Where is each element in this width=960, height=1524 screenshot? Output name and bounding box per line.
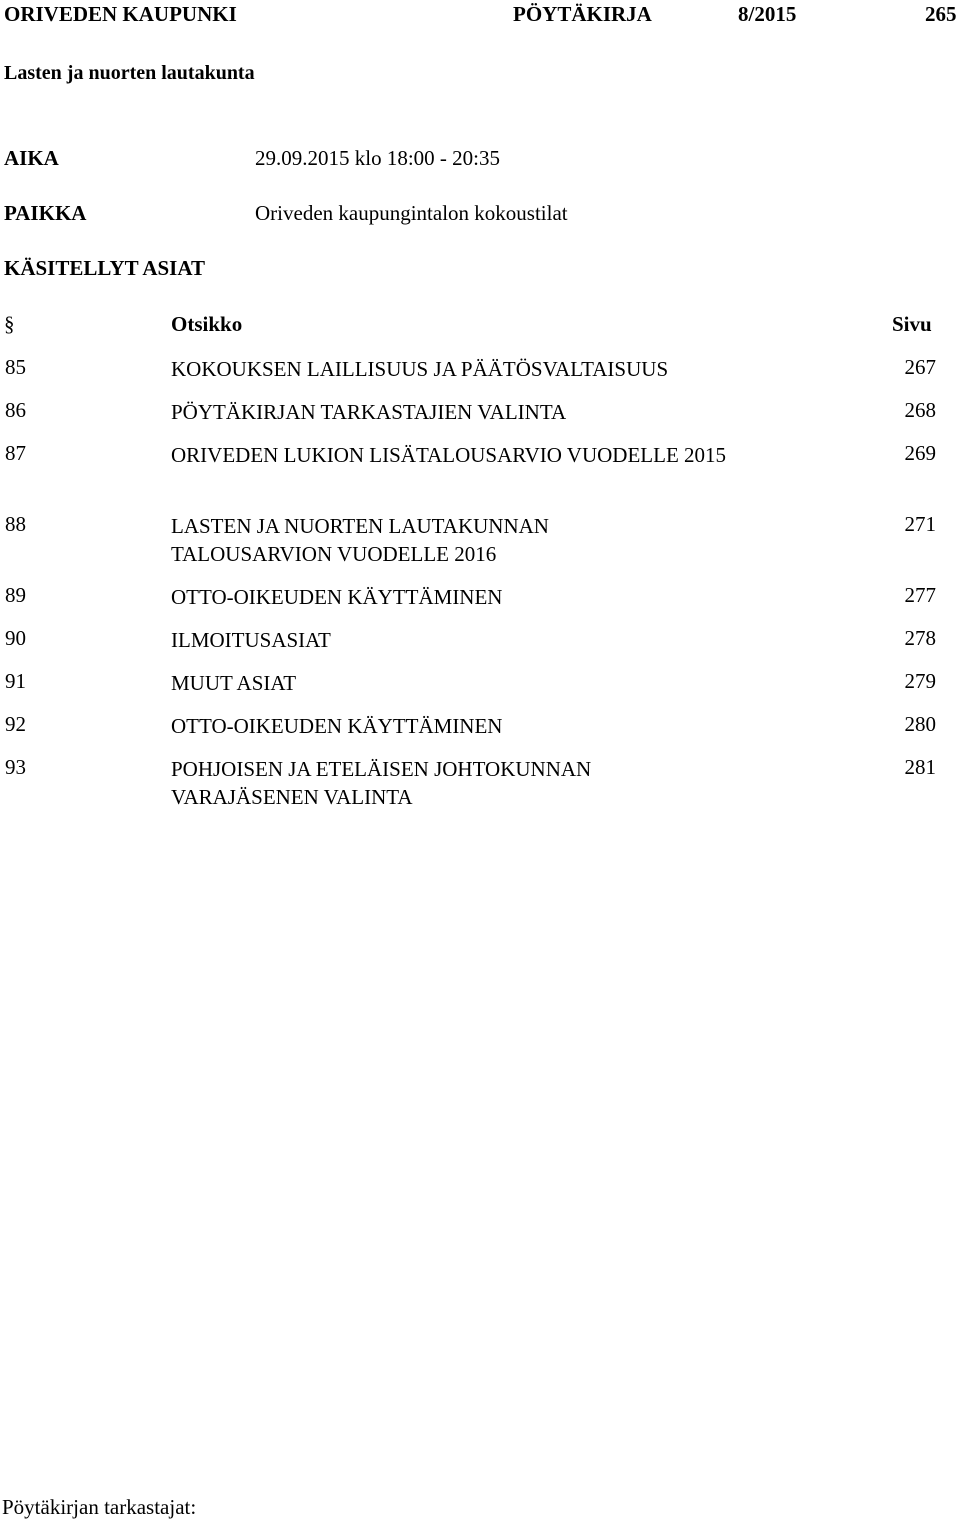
handled-items-heading: KÄSITELLYT ASIAT <box>4 256 205 280</box>
organization-name: ORIVEDEN KAUPUNKI <box>4 2 237 26</box>
agenda-title: KOKOUKSEN LAILLISUUS JA PÄÄTÖSVALTAISUUS <box>171 357 669 381</box>
agenda-page: 281 <box>904 755 936 779</box>
time-label: AIKA <box>4 146 59 170</box>
agenda-page: 280 <box>904 712 936 736</box>
meeting-number: 8/2015 <box>738 2 797 26</box>
document-type: PÖYTÄKIRJA <box>513 2 652 26</box>
agenda-page: 267 <box>904 355 936 379</box>
agenda-title: ORIVEDEN LUKION LISÄTALOUSARVIO VUODELLE 2015 <box>171 443 727 467</box>
agenda-page: 271 <box>904 512 936 536</box>
place-label: PAIKKA <box>4 201 87 225</box>
agenda-number: 88 <box>5 512 26 536</box>
title-column-header: Otsikko <box>171 312 243 336</box>
time-value: 29.09.2015 klo 18:00 - 20:35 <box>255 146 500 170</box>
agenda-number: 90 <box>5 626 26 650</box>
agenda-title: ILMOITUSASIAT <box>171 628 331 652</box>
page-number: 265 <box>925 2 957 26</box>
agenda-title: PÖYTÄKIRJAN TARKASTAJIEN VALINTA <box>171 400 567 424</box>
agenda-title: OTTO-OIKEUDEN KÄYTTÄMINEN <box>171 714 503 738</box>
place-value: Oriveden kaupungintalon kokoustilat <box>255 201 568 225</box>
page-column-header: Sivu <box>892 312 932 336</box>
reviewers-label: Pöytäkirjan tarkastajat: <box>2 1495 197 1519</box>
agenda-number: 93 <box>5 755 26 779</box>
committee-name: Lasten ja nuorten lautakunta <box>4 62 255 84</box>
agenda-page: 277 <box>904 583 936 607</box>
agenda-title: OTTO-OIKEUDEN KÄYTTÄMINEN <box>171 585 503 609</box>
agenda-number: 87 <box>5 441 26 465</box>
agenda-number: 91 <box>5 669 26 693</box>
agenda-page: 268 <box>904 398 936 422</box>
agenda-title: LASTEN JA NUORTEN LAUTAKUNNAN TALOUSARVION VUODELLE 2016 <box>171 514 549 566</box>
agenda-number: 92 <box>5 712 26 736</box>
agenda-page: 279 <box>904 669 936 693</box>
agenda-number: 85 <box>5 355 26 379</box>
agenda-number: 86 <box>5 398 26 422</box>
agenda-number: 89 <box>5 583 26 607</box>
agenda-page: 278 <box>904 626 936 650</box>
agenda-title: POHJOISEN JA ETELÄISEN JOHTOKUNNAN VARAJÄSENEN VALINTA <box>171 757 592 809</box>
agenda-title: MUUT ASIAT <box>171 671 297 695</box>
agenda-page: 269 <box>904 441 936 465</box>
section-symbol-header: § <box>4 312 15 336</box>
